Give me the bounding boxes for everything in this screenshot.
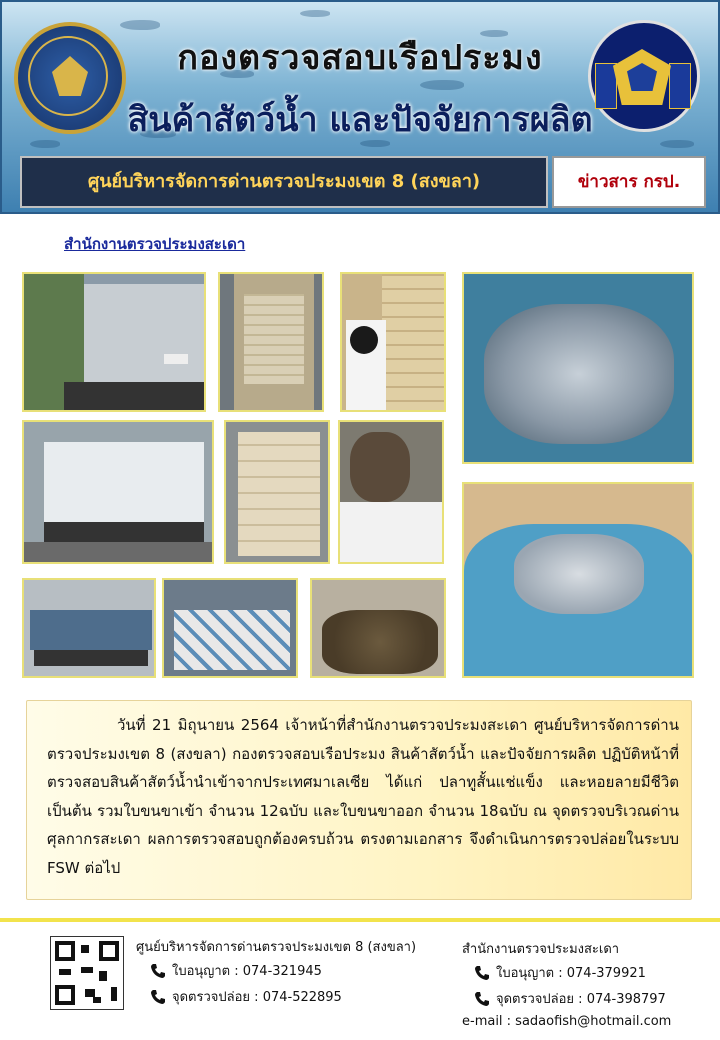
- news-label-box: [552, 156, 706, 208]
- footer-center-title: ศูนย์บริหารจัดการด่านตรวจประมงเขต 8 (สงขลา): [136, 940, 417, 955]
- article-paragraph: วันที่ 21 มิถุนายน 2564 เจ้าหน้าที่สำนักงานตรวจประมงสะเดา ศูนย์บริหารจัดการด่านตรวจประมงเขต 8 (สงขลา) กองตรวจสอบเรือประมง สินค้าสัตว์น้ำ และปัจจัยการผลิต ปฏิบัติหน้าที่ตรวจสอบสินค้าสัตว์น้ำนำเข้าจากประเทศมาเลเซีย ได้แก่ ปลาทูสั้นแช่แข็ง และหอยลายมีชีวิต เป็นต้น รวมใบขนขาเข้า จำนวน 12ฉบับ และใบขนขาออก จำนวน 18ฉบับ ณ จุดตรวจบริเวณด่านศุลกากรสะเดา ผลการตรวจสอบถูกต้องครบถ้วน ตรงตามเอกสาร จึงดำเนินการตรวจปล่อยในระบบ FSW ต่อไป: [47, 716, 679, 877]
- header-banner: [0, 0, 720, 214]
- footer-email[interactable]: e-mail : sadaofish@hotmail.com: [462, 1014, 672, 1029]
- officer-with-boxes-photo: [340, 272, 446, 412]
- phone-icon: [474, 991, 490, 1007]
- office-heading: สำนักงานตรวจประมงสะเดา: [64, 235, 246, 253]
- frozen-mackerel-bag-photo: [462, 272, 694, 464]
- qr-code-icon[interactable]: [50, 936, 124, 1010]
- article-panel: [26, 700, 692, 900]
- truck-side-photo: [22, 272, 206, 412]
- fish-in-blue-bag-photo: [462, 482, 694, 678]
- center-name-bar: [20, 156, 548, 208]
- footer-left-permit-line: [150, 960, 322, 981]
- container-cargo-photo: [218, 272, 324, 412]
- banner-title-line2: สินค้าสัตว์น้ำ และปัจจัยการผลิต: [127, 100, 593, 140]
- fish-inspection-badge-icon: [588, 20, 700, 132]
- left-release-phone[interactable]: จุดตรวจปล่อย : 074-522895: [172, 990, 342, 1005]
- container-boxes-photo: [224, 420, 330, 564]
- sacks-photo: [162, 578, 298, 678]
- footer-left-release-line: [150, 986, 342, 1007]
- phone-icon: [150, 963, 166, 979]
- banner-title-line1: กองตรวจสอบเรือประมง: [177, 38, 543, 78]
- left-permit-phone[interactable]: ใบอนุญาต : 074-321945: [172, 964, 322, 979]
- phone-icon: [474, 965, 490, 981]
- reefer-truck-photo: [22, 420, 214, 564]
- footer-divider: [0, 918, 720, 922]
- footer-right-permit-line: [474, 962, 646, 983]
- news-label: ข่าวสาร กรป.: [577, 172, 681, 192]
- footer-office-title: สำนักงานตรวจประมงสะเดา: [462, 942, 620, 957]
- right-permit-phone[interactable]: ใบอนุญาต : 074-379921: [496, 966, 646, 981]
- flatbed-truck-photo: [22, 578, 156, 678]
- right-release-phone[interactable]: จุดตรวจปล่อย : 074-398797: [496, 992, 666, 1007]
- officer-selfie-photo: [338, 420, 444, 564]
- center-name: ศูนย์บริหารจัดการด่านตรวจประมงเขต 8 (สงขลา): [87, 171, 481, 192]
- clams-photo: [310, 578, 446, 678]
- footer-right-release-line: [474, 988, 666, 1009]
- phone-icon: [150, 989, 166, 1005]
